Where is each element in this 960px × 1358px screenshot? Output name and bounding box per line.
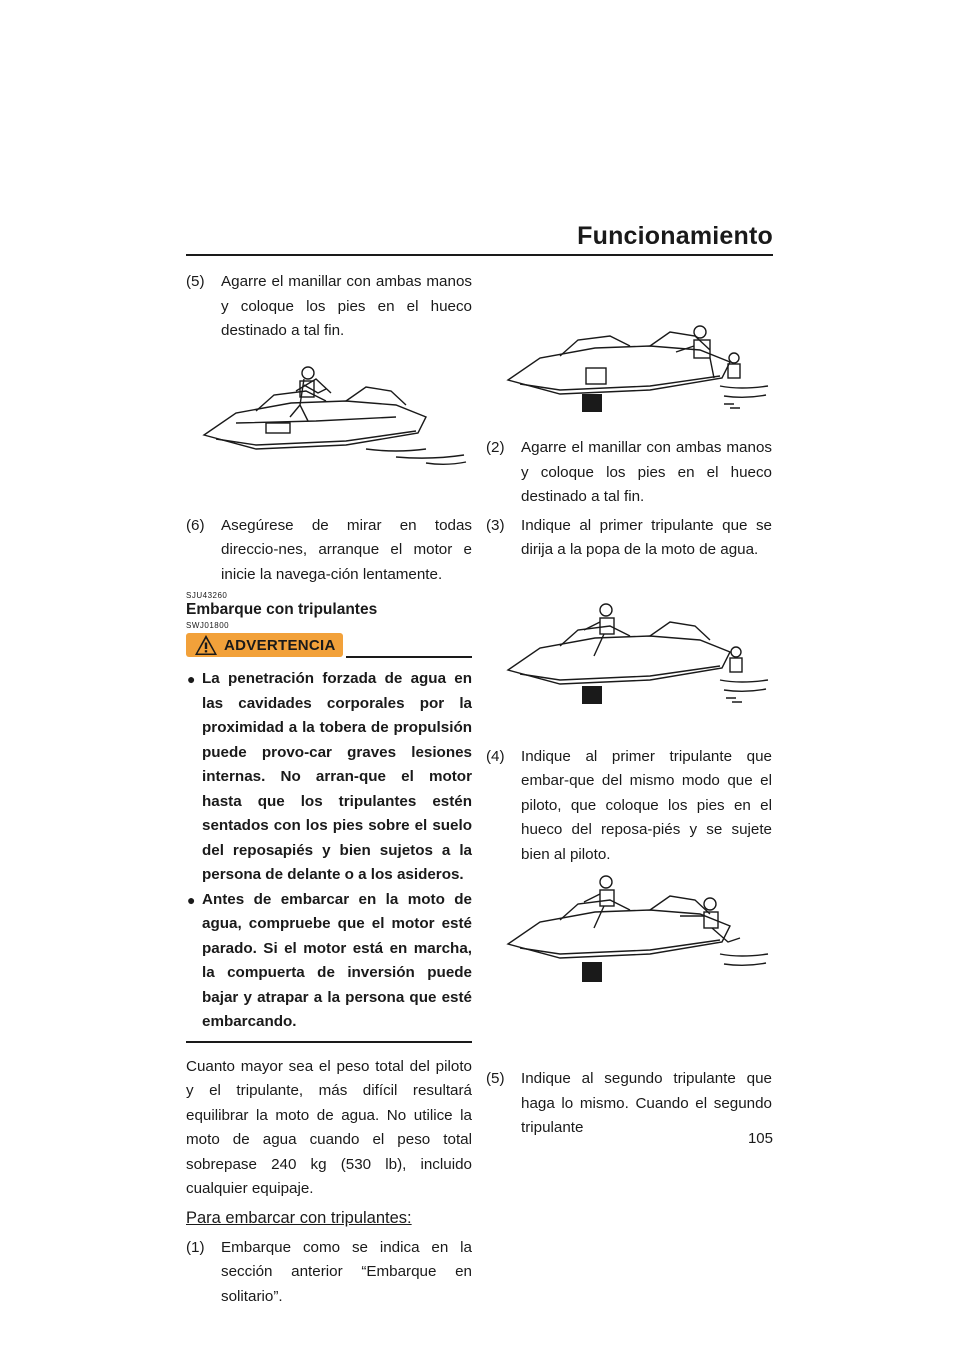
step-number: (5) [186, 273, 205, 290]
jetski-crew-stern-illustration [500, 600, 776, 712]
warning-label: ADVERTENCIA [224, 636, 336, 654]
step-number: (1) [186, 1238, 205, 1256]
step-text: Agarre el manillar con ambas manos y coloque los pies en el hueco destinado a tal fin. [521, 439, 772, 505]
page-number: 105 [747, 1130, 773, 1147]
step-text: Indique al primer tripulante que se dirija a la popa de la moto de agua. [521, 516, 772, 558]
header-rule [186, 254, 773, 256]
step-text: Indique al primer tripulante que embar-que del mismo modo que el piloto, que coloque los pies en el hueco del reposa-piés y se sujete bien al piloto. [521, 747, 772, 863]
step-1-left [186, 1236, 472, 1310]
section-code: SJU43260 [186, 591, 228, 600]
warning-code: SWJ01800 [186, 621, 230, 630]
warning-end-rule [186, 1041, 472, 1043]
step-number: (3) [486, 516, 505, 534]
nozzle-block-icon [582, 394, 602, 412]
step-text: Embarque como se indica en la sección anterior “Embarque en solitario”. [221, 1238, 472, 1305]
warning-triangle-icon [194, 634, 218, 656]
nozzle-block-icon [582, 962, 602, 982]
step-number: (4) [486, 747, 505, 765]
step-6-left [186, 514, 472, 588]
body-paragraph: Cuanto mayor sea el peso total del piloto y el tripulante, más difícil resultará equilibrar la moto de agua. No utilice la moto de agua cuando el peso total sobrepase 240 kg (530 lb), incluido cualquier equipaje. [186, 1057, 472, 1197]
warning-bullet [186, 888, 472, 1035]
bullet-dot: ● [187, 891, 196, 908]
jetski-rider-illustration [196, 365, 472, 475]
warning-bullet [186, 667, 472, 888]
step-text: Agarre el manillar con ambas manos y coloque los pies en el hueco destinado a tal fin. [221, 273, 472, 339]
bullet-text: La penetración forzada de agua en las cavidades corporales por la proximidad a la tobera de propulsión puede provo-car graves lesiones internas. No arran-que el motor hasta que los tripulantes estén sentados con los pies sobre el suelo del reposapiés y bien sujetos a la persona de delante o a los asideros. [202, 670, 472, 883]
jetski-crew-approach-illustration [500, 320, 776, 420]
step-4-right [486, 745, 772, 868]
step-number: (6) [186, 516, 205, 534]
warning-header [186, 633, 472, 659]
nozzle-block-icon [582, 686, 602, 704]
bullet-dot: ● [187, 671, 196, 687]
bullet-text: Antes de embarcar en la moto de agua, compruebe que el motor esté parado. Si el motor está en marcha, la compuerta de inversión puede bajar y atrapar a la persona que esté embarcando. [202, 890, 472, 1030]
step-number: (2) [486, 439, 505, 456]
step-5-right [486, 1067, 772, 1141]
warning-badge [186, 633, 343, 657]
page-title: Funcionamiento [577, 222, 773, 250]
section-title: Embarque con tripulantes [186, 601, 378, 618]
jetski-crew-boarding-illustration [500, 870, 776, 988]
step-5-left [186, 270, 472, 344]
step-text: Indique al segundo tripulante que haga lo mismo. Cuando el segundo tripulante [521, 1070, 772, 1136]
step-text: Asegúrese de mirar en todas direccio-nes, arranque el motor e inicie la navega-ción lentamente. [221, 516, 472, 583]
step-number: (5) [486, 1070, 505, 1087]
subheading: Para embarcar con tripulantes: [186, 1208, 412, 1227]
warning-rule [346, 656, 472, 658]
step-3-right [486, 514, 772, 563]
step-2-right [486, 436, 772, 510]
